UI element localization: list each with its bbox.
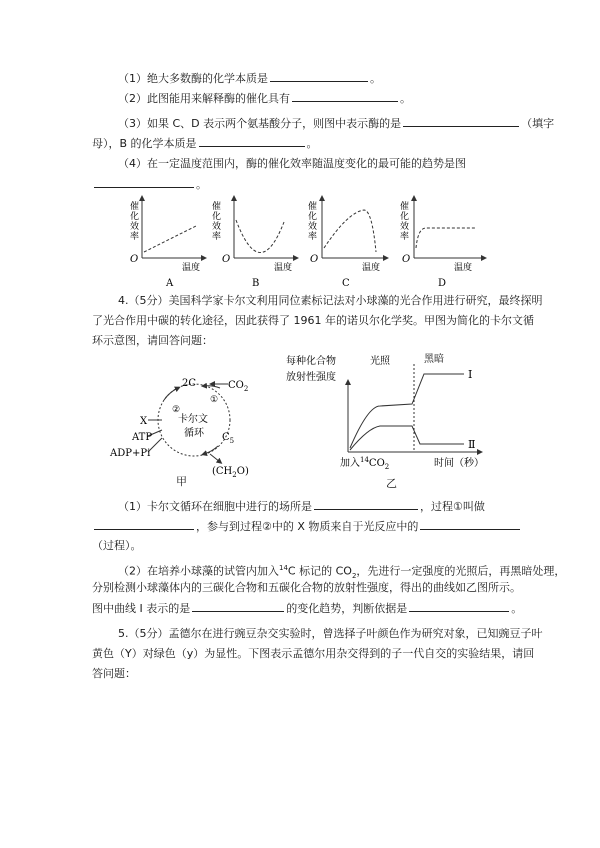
graph-xlabel: 温度	[362, 263, 381, 273]
q3-part1-text: （1）绝大多数酶的化学本质是	[118, 72, 268, 85]
label-light: 光照	[370, 356, 390, 367]
q5-text: 答问题：	[92, 667, 136, 680]
q4-answer2b	[92, 580, 521, 596]
graph-ylabel-char: 效	[212, 222, 222, 232]
label-co2: $CO_2$	[228, 380, 249, 393]
graph-xlabel: 温度	[274, 263, 293, 273]
graph-ylabel-char: 化	[212, 212, 222, 222]
answer-blank[interactable]	[199, 135, 305, 147]
q3-part4b	[92, 176, 207, 193]
q3-part4-end: 。	[196, 178, 207, 191]
q5-line1	[118, 626, 543, 642]
isotope-superscript: 14	[279, 564, 288, 572]
q4-a2c-text: 。	[511, 602, 523, 615]
q3-part2-text: （2）此图能用来解释酶的催化具有	[118, 92, 290, 105]
q3-part4-text: （4）在一定温度范围内，酶的催化效率随温度变化的最可能的趋势是图	[118, 157, 466, 170]
q4-a1b-text: ，参与到过程②中的 X 物质来自于光反应中的	[196, 520, 419, 533]
q3-part3b-end: 。	[306, 137, 318, 150]
graph-b	[212, 198, 296, 289]
graph-ylabel-char: 催	[130, 202, 140, 212]
q4-a2c-text: 的变化趋势，判断依据是	[286, 602, 408, 615]
q4-a2-text: （2）在培养小球藻的试管内加入	[118, 564, 279, 578]
q4-a2-text: C 标记的 CO	[287, 564, 352, 578]
answer-blank[interactable]	[409, 600, 509, 612]
q3-part3	[118, 115, 554, 132]
graph-ylabel-char: 化	[400, 212, 410, 222]
label-step2: ②	[172, 405, 181, 415]
label-adp: ADP+Pi	[110, 448, 151, 459]
q5-text: 5.（5分）孟德尔在进行豌豆杂交实验时，曾选择子叶颜色作为研究对象，已知豌豆子叶	[118, 627, 543, 640]
q3-part4	[118, 156, 466, 172]
graph-ylabel-char: 率	[130, 232, 140, 242]
graph-ylabel-char: 率	[400, 232, 410, 242]
q4-line2	[92, 313, 534, 329]
q4-line3	[92, 333, 213, 349]
q3-part2	[118, 90, 411, 107]
q4-answer1b	[92, 518, 522, 535]
curve-2-label: Ⅱ	[468, 438, 476, 451]
label-add-14co2: 加入$^{14}CO_2$	[340, 456, 390, 471]
label-dark: 黑暗	[424, 354, 444, 365]
q4-answer2c	[92, 600, 522, 617]
graph-xlabel: 温度	[182, 263, 201, 273]
graph-label-b: B	[252, 278, 260, 289]
graph-ylabel-char: 效	[400, 222, 410, 232]
answer-blank[interactable]	[192, 600, 284, 612]
graph-ylabel-char: 催	[212, 202, 222, 212]
radioactivity-graph	[284, 352, 494, 482]
graph-label-d: D	[438, 278, 447, 289]
graph-origin: O	[222, 254, 231, 265]
q5-line3	[92, 666, 136, 682]
label-atp: ATP	[132, 432, 153, 443]
q5-text: 黄色（Y）对绿色（y）为显性。下图表示孟德尔用杂交得到的子一代自交的实验结果，请回	[92, 647, 535, 660]
graph-ylabel-char: 化	[308, 212, 318, 222]
q4-a2c-text: 图中曲线 Ⅰ 表示的是	[92, 602, 191, 615]
cycle-center-1: 卡尔文	[178, 414, 208, 425]
answer-blank[interactable]	[94, 518, 194, 530]
q4-answer1c	[92, 538, 142, 554]
figure-yi-caption: 乙	[386, 477, 397, 490]
graph-label-a: A	[166, 278, 174, 289]
graph-ylabel-2: 放射性强度	[286, 372, 336, 383]
graph-d	[400, 198, 484, 289]
graph-xlabel: 温度	[454, 263, 473, 273]
graph-ylabel-char: 效	[308, 222, 318, 232]
q3-part3b-text: 母），B 的化学本质是	[92, 137, 197, 150]
answer-blank[interactable]	[314, 498, 418, 510]
q4-a1c-text: （过程）。	[92, 539, 142, 552]
q4-a2-text: ，先进行一定强度的光照后，再黑暗处理，	[356, 564, 566, 578]
figure-jia-caption: 甲	[176, 475, 187, 488]
graph-ylabel-1: 每种化合物	[286, 356, 336, 367]
q3-part3b	[92, 135, 318, 152]
graph-ylabel-char: 率	[212, 232, 222, 242]
graph-origin: O	[402, 254, 411, 265]
q3-part3-text: （3）如果 C、D 表示两个氨基酸分子，则图中表示酶的是	[118, 117, 402, 130]
calvin-cycle-diagram	[108, 358, 268, 478]
q3-part3-end: （填字	[521, 117, 555, 130]
label-ch2o: $(CH_2O)$	[212, 466, 249, 478]
graph-origin: O	[130, 254, 139, 265]
graph-xlabel-time: 时间（秒）	[434, 458, 484, 469]
q4-text: 4.（5分）美国科学家卡尔文利用同位素标记法对小球藻的光合作用进行研究，最终探明	[118, 294, 543, 307]
graph-c	[308, 198, 386, 289]
cycle-center-2: 循环	[184, 428, 204, 439]
graph-ylabel-char: 催	[400, 202, 410, 212]
label-x: X	[140, 416, 148, 427]
answer-blank[interactable]	[420, 518, 520, 530]
label-2c3: 2C	[182, 378, 197, 389]
q4-line1	[118, 293, 543, 309]
q5-line2	[92, 646, 534, 662]
graph-a	[130, 198, 204, 289]
q3-part1	[118, 70, 381, 87]
label-step1: ①	[210, 395, 219, 405]
q4-a1-text: ，过程①叫做	[420, 500, 485, 513]
label-c5: $C_5$	[222, 432, 235, 445]
q4-answer1	[118, 498, 485, 515]
subscript: 2	[351, 571, 357, 580]
graph-label-c: C	[342, 278, 350, 289]
q3-part1-end: 。	[370, 72, 381, 85]
graph-ylabel-char: 率	[308, 232, 318, 242]
answer-blank[interactable]	[403, 115, 519, 127]
graph-origin: O	[310, 254, 319, 265]
enzyme-temperature-graphs	[110, 192, 510, 292]
graph-ylabel-char: 效	[130, 222, 140, 232]
curve-1-label: Ⅰ	[468, 368, 473, 381]
graph-ylabel-char: 化	[130, 212, 140, 222]
q4-a1-text: （1）卡尔文循环在细胞中进行的场所是	[118, 500, 312, 513]
q3-part2-end: 。	[400, 92, 411, 105]
answer-blank[interactable]	[270, 70, 368, 82]
q4-text: 环示意图，请回答问题：	[92, 334, 213, 347]
answer-blank[interactable]	[292, 90, 398, 102]
q4-a2b-text: 分别检测小球藻体内的三碳化合物和五碳化合物的放射性强度，得出的曲线如乙图所示。	[92, 581, 521, 594]
answer-blank[interactable]	[94, 176, 194, 188]
q4-text: 了光合作用中碳的转化途径，因此获得了 1961 年的诺贝尔化学奖。甲图为简化的卡尔文循	[92, 314, 534, 327]
graph-ylabel-char: 催	[308, 202, 318, 212]
